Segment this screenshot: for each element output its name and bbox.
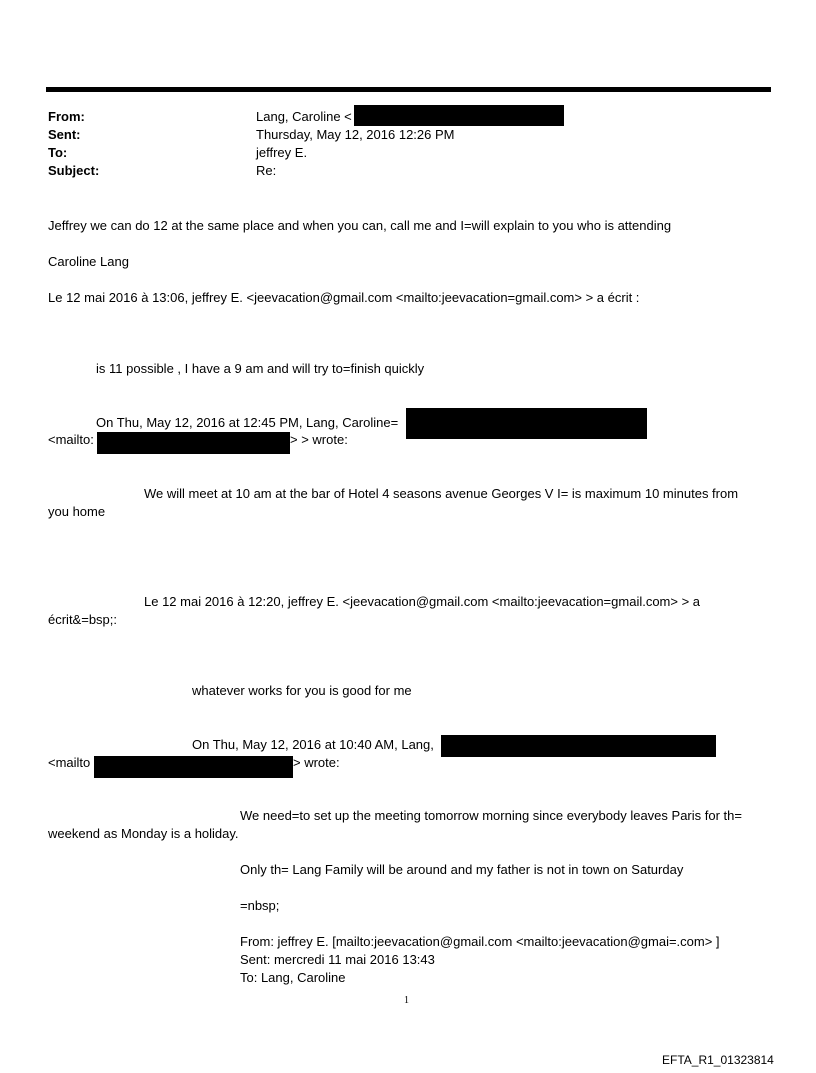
body-line: whatever works for you is good for me	[192, 683, 412, 698]
mailto-suffix: > > wrote:	[290, 432, 348, 447]
forwarded-from: From: jeffrey E. [mailto:jeevacation@gmail.com <mailto:jeevacation@gmai=.com> ]	[240, 934, 720, 949]
body-line: you home	[48, 504, 106, 519]
document-id: EFTA_R1_01323814	[662, 1053, 774, 1067]
redaction-box	[406, 408, 647, 439]
body-line: weekend as Monday is a holiday.	[48, 826, 239, 841]
mailto-prefix: <mailto	[48, 755, 91, 770]
quote-header: On Thu, May 12, 2016 at 12:45 PM, Lang, Caroline=	[96, 415, 399, 430]
quote-header: Le 12 mai 2016 à 13:06, jeffrey E. <jeevacation@gmail.com <mailto:jeevacation=gmail.com> > a écrit :	[48, 290, 640, 305]
forwarded-sent: Sent: mercredi 11 mai 2016 13:43	[240, 952, 435, 967]
header-rule	[46, 87, 771, 92]
body-line: =nbsp;	[240, 898, 280, 913]
page-number: 1	[404, 995, 409, 1006]
body-line: We need=to set up the meeting tomorrow morning since everybody leaves Paris for th=	[240, 808, 742, 823]
subject-value: Re:	[256, 163, 277, 178]
forwarded-to: To: Lang, Caroline	[240, 970, 346, 985]
mailto-suffix: > wrote:	[293, 755, 340, 770]
quote-header: Le 12 mai 2016 à 12:20, jeffrey E. <jeevacation@gmail.com <mailto:jeevacation=gmail.com> > a	[144, 594, 701, 609]
from-value: Lang, Caroline <	[256, 109, 352, 124]
redaction-box	[94, 756, 293, 778]
body-line: is 11 possible , I have a 9 am and will try to=finish quickly	[96, 361, 425, 376]
body-line: Only th= Lang Family will be around and my father is not in town on Saturday	[240, 862, 684, 877]
body-line: We will meet at 10 am at the bar of Hotel 4 seasons avenue Georges V I= is maximum 10 minutes from	[144, 486, 739, 501]
redaction-box	[354, 105, 564, 126]
mailto-prefix: <mailto:	[48, 432, 94, 447]
quote-header: écrit&=bsp;:	[48, 612, 118, 627]
sent-value: Thursday, May 12, 2016 12:26 PM	[256, 127, 455, 142]
from-label: From:	[48, 109, 85, 124]
to-value: jeffrey E.	[256, 145, 308, 160]
subject-label: Subject:	[48, 163, 100, 178]
quote-header: On Thu, May 12, 2016 at 10:40 AM, Lang,	[192, 737, 434, 752]
body-line: Jeffrey we can do 12 at the same place and when you can, call me and I=will explain to you who is attending	[48, 218, 672, 233]
redaction-box	[97, 432, 290, 454]
redaction-box	[441, 735, 716, 757]
signature-name: Caroline Lang	[48, 254, 129, 269]
sent-label: Sent:	[48, 127, 81, 142]
to-label: To:	[48, 145, 68, 160]
